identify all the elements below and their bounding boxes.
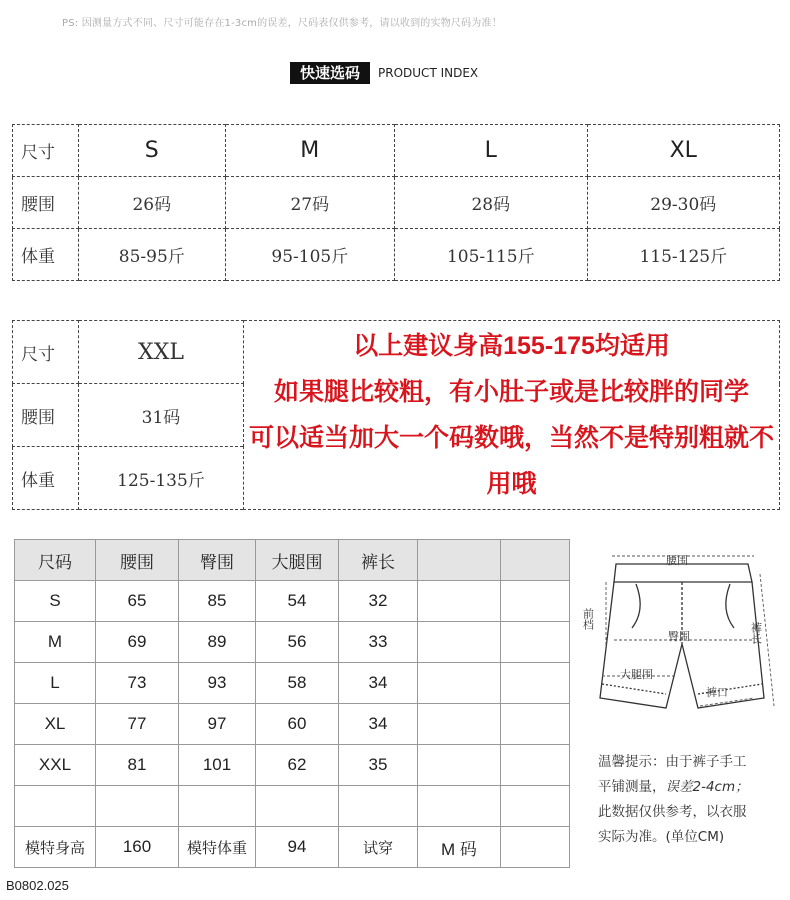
label-size: 尺寸	[13, 125, 79, 177]
xxl-size-row	[13, 321, 780, 384]
table-row	[15, 786, 570, 827]
cell	[418, 786, 501, 827]
cell: 33	[339, 622, 418, 663]
cell	[501, 581, 570, 622]
cell	[418, 581, 501, 622]
header-size: 尺码	[15, 540, 96, 581]
fit-advice	[244, 321, 780, 510]
waist-m: 27码	[225, 177, 395, 229]
weight-xl: 115-125斤	[587, 229, 779, 281]
hem-stitch-left	[602, 684, 666, 694]
cell: 93	[179, 663, 256, 704]
model-info-row	[15, 827, 570, 868]
pocket-left	[632, 584, 640, 628]
product-index-zh: 快速选码	[290, 62, 370, 84]
table-header-row	[15, 540, 570, 581]
cell: 34	[339, 663, 418, 704]
hem-measure-line	[700, 698, 754, 706]
label-waist: 腰围	[666, 554, 688, 567]
model-weight-label: 模特体重	[179, 827, 256, 868]
cell	[339, 786, 418, 827]
cell	[501, 827, 570, 868]
cell: 89	[179, 622, 256, 663]
cell	[501, 745, 570, 786]
label-hip: 臀围	[668, 630, 690, 643]
cell: XL	[15, 704, 96, 745]
waist-xxl: 31码	[79, 384, 244, 447]
cell	[96, 786, 179, 827]
cell: 77	[96, 704, 179, 745]
label-length: 裤长	[749, 622, 763, 644]
cell	[418, 704, 501, 745]
cell: 32	[339, 581, 418, 622]
label-weight: 体重	[13, 229, 79, 281]
shorts-outline	[600, 582, 764, 708]
cell	[15, 786, 96, 827]
weight-l: 105-115斤	[395, 229, 587, 281]
label-waist: 腰围	[13, 384, 79, 447]
weight-row	[13, 229, 780, 281]
size-l: L	[395, 125, 587, 177]
cell: 81	[96, 745, 179, 786]
tip-line: 此数据仅供参考，以衣服	[598, 804, 747, 820]
measurement-table	[14, 539, 570, 868]
waist-row	[13, 177, 780, 229]
cell: 69	[96, 622, 179, 663]
label-thigh: 大腿围	[620, 668, 653, 681]
tip-text: 平铺测量，	[598, 779, 666, 795]
cell: S	[15, 581, 96, 622]
cell: 73	[96, 663, 179, 704]
size-xl: XL	[587, 125, 779, 177]
tip-error-range: 误差2-4cm；	[665, 779, 749, 795]
cell	[179, 786, 256, 827]
try-on-value: M 码	[418, 827, 501, 868]
product-index-en: PRODUCT INDEX	[378, 66, 479, 80]
cell: 65	[96, 581, 179, 622]
cell: 60	[256, 704, 339, 745]
cell: XXL	[15, 745, 96, 786]
cell	[418, 622, 501, 663]
cell	[418, 745, 501, 786]
tip-line: 实际为准。(单位CM)	[598, 829, 725, 845]
model-weight-value: 94	[256, 827, 339, 868]
fit-advice-line: 可以适当加大一个码数哦，当然不是特别粗就不用哦	[248, 424, 774, 498]
header-empty-2	[501, 540, 570, 581]
cell: 97	[179, 704, 256, 745]
label-hem: 裤口	[706, 686, 728, 699]
header-waist: 腰围	[96, 540, 179, 581]
cell: L	[15, 663, 96, 704]
cell: 85	[179, 581, 256, 622]
ps-note: PS: 因测量方式不同、尺寸可能存在1-3cm的误差，尺码表仅供参考，请以收到的实物尺码为准！	[62, 18, 502, 29]
header-hip: 臀围	[179, 540, 256, 581]
product-code: B0802.025	[6, 878, 69, 893]
label-size: 尺寸	[13, 321, 79, 384]
cell	[418, 663, 501, 704]
shorts-measurement-diagram	[581, 548, 784, 723]
cell	[501, 704, 570, 745]
waist-l: 28码	[395, 177, 587, 229]
waist-xl: 29-30码	[587, 177, 779, 229]
table-row	[15, 622, 570, 663]
cell	[501, 663, 570, 704]
header-length: 裤长	[339, 540, 418, 581]
xxl-size-table	[12, 320, 780, 510]
quick-size-table	[12, 124, 780, 281]
cell: 56	[256, 622, 339, 663]
waist-s: 26码	[79, 177, 226, 229]
weight-xxl: 125-135斤	[79, 447, 244, 510]
header-empty	[418, 540, 501, 581]
tip-line	[598, 775, 783, 800]
product-index-title	[290, 62, 478, 84]
label-front-rise: 前档	[581, 608, 595, 630]
table-row	[15, 663, 570, 704]
table-row	[15, 704, 570, 745]
try-on-label: 试穿	[339, 827, 418, 868]
table-row	[15, 745, 570, 786]
size-row	[13, 125, 780, 177]
cell: 35	[339, 745, 418, 786]
weight-m: 95-105斤	[225, 229, 395, 281]
fit-advice-line: 以上建议身高155-175均适用	[353, 332, 670, 360]
cell: 34	[339, 704, 418, 745]
measurement-tip	[598, 750, 783, 850]
model-height-value: 160	[96, 827, 179, 868]
model-height-label: 模特身高	[15, 827, 96, 868]
tip-line: 温馨提示：由于裤子手工	[598, 754, 747, 770]
cell	[501, 622, 570, 663]
header-thigh: 大腿围	[256, 540, 339, 581]
cell	[256, 786, 339, 827]
size-xxl: XXL	[79, 321, 244, 384]
cell: 101	[179, 745, 256, 786]
label-waist: 腰围	[13, 177, 79, 229]
size-s: S	[79, 125, 226, 177]
pocket-right	[726, 584, 734, 628]
weight-s: 85-95斤	[79, 229, 226, 281]
fit-advice-line: 如果腿比较粗，有小肚子或是比较胖的同学	[273, 378, 749, 406]
size-m: M	[225, 125, 395, 177]
cell: 58	[256, 663, 339, 704]
cell	[501, 786, 570, 827]
table-row	[15, 581, 570, 622]
cell: 54	[256, 581, 339, 622]
cell: 62	[256, 745, 339, 786]
cell: M	[15, 622, 96, 663]
label-weight: 体重	[13, 447, 79, 510]
